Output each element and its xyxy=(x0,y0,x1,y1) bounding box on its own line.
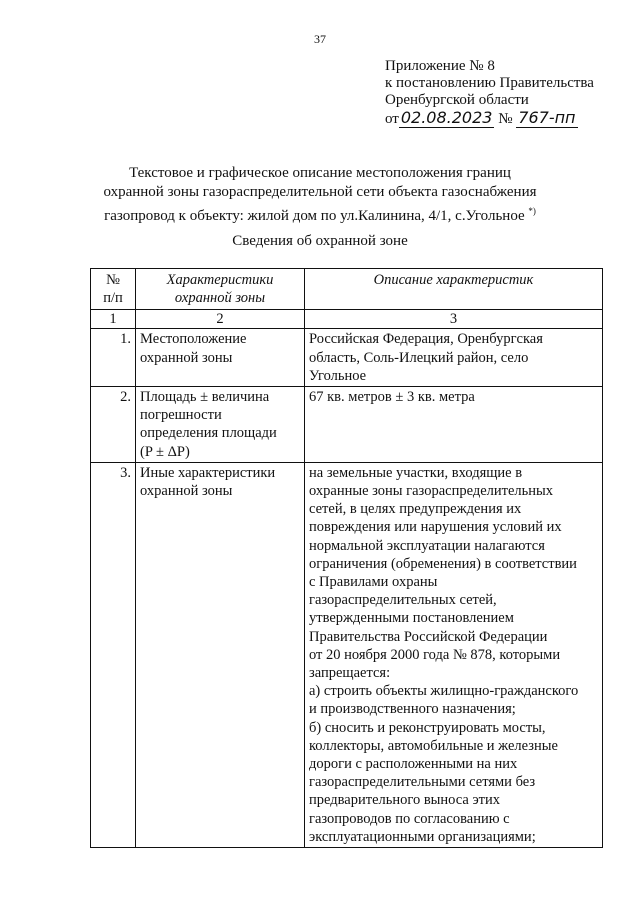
appendix-reference: к постановлению Правительства xyxy=(385,75,594,91)
description-line: область, Соль-Илецкий район, село xyxy=(309,349,529,366)
zone-info-table xyxy=(90,268,603,848)
appendix-date-line xyxy=(385,109,594,128)
description-line: от 20 ноября 2000 года № 878, которыми xyxy=(309,646,561,663)
column-number: 3 xyxy=(305,310,603,329)
header-description: Описание характеристик xyxy=(305,269,603,310)
description-line: эксплуатационными организациями; xyxy=(309,828,536,845)
characteristic-name-line: охранной зоны xyxy=(140,483,233,500)
description-line: запрещается: xyxy=(309,665,391,682)
characteristic-name-line: Местоположение xyxy=(140,331,247,348)
number-sign: № xyxy=(498,111,513,127)
description-line: утвержденными постановлением xyxy=(309,610,514,627)
description-line: б) сносить и реконструировать мосты, xyxy=(309,719,546,736)
table-body xyxy=(91,329,603,848)
characteristic-name-line: (P ± ΔP) xyxy=(140,443,190,460)
description-line: с Правилами охраны xyxy=(309,574,438,591)
description-line: сетей, в целях предупреждения их xyxy=(309,501,522,518)
description-line: газораспределительных сетей, xyxy=(309,592,497,609)
appendix-header xyxy=(385,58,594,128)
characteristic-name-line: охранной зоны xyxy=(140,349,233,366)
column-number-row xyxy=(91,310,603,329)
title-line-3 xyxy=(60,202,580,226)
table-row xyxy=(91,387,603,463)
header-number-line-2: п/п xyxy=(103,290,123,307)
characteristic-name-line: определения площади xyxy=(140,425,277,442)
column-number: 2 xyxy=(136,310,305,329)
description-line: дороги с расположенными на них xyxy=(309,756,518,773)
header-number xyxy=(91,269,136,310)
description-line: Правительства Российской Федерации xyxy=(309,628,548,645)
title-line-3-text: газопровод к объекту: жилой дом по ул.Калинина, 4/1, с.Угольное xyxy=(104,208,525,224)
characteristic-description xyxy=(305,462,603,847)
description-line: на земельные участки, входящие в xyxy=(309,464,523,481)
characteristic-name xyxy=(136,387,305,463)
description-line: ограничения (обременения) в соответствии xyxy=(309,555,577,572)
header-characteristics xyxy=(136,269,305,310)
header-characteristics-line-2: охранной зоны xyxy=(174,290,266,307)
header-number-line-1: № xyxy=(106,272,120,288)
characteristic-name-line: погрешности xyxy=(140,407,222,424)
title-line-2: охранной зоны газораспределительной сети объекта газоснабжения xyxy=(103,184,537,200)
row-number: 2. xyxy=(91,387,136,463)
characteristic-name xyxy=(136,329,305,387)
row-number: 3. xyxy=(91,462,136,847)
characteristic-name xyxy=(136,462,305,847)
description-line: Российская Федерация, Оренбургская xyxy=(309,331,543,348)
row-number: 1. xyxy=(91,329,136,387)
description-line: предварительного выноса этих xyxy=(309,792,501,809)
characteristic-name-line: Площадь ± величина xyxy=(140,389,270,406)
description-line: и производственного назначения; xyxy=(309,701,516,718)
description-line: повреждения или нарушения условий их xyxy=(309,519,562,536)
description-line: охранные зоны газораспределительных xyxy=(309,483,554,500)
description-line: 67 кв. метров ± 3 кв. метра xyxy=(309,389,475,406)
footnote-mark: *) xyxy=(528,206,536,216)
handwritten-date: 02.08.2023 xyxy=(400,108,493,127)
characteristic-name-line: Иные характеристики xyxy=(140,464,276,481)
section-subtitle: Сведения об охранной зоне xyxy=(232,233,408,249)
appendix-region: Оренбургской области xyxy=(385,92,529,108)
description-line: газопроводов по согласованию с xyxy=(309,810,510,827)
characteristic-description xyxy=(305,329,603,387)
description-line: нормальной эксплуатации налагаются xyxy=(309,537,545,554)
characteristic-description xyxy=(305,387,603,463)
description-line: Угольное xyxy=(309,367,367,384)
date-prefix: от xyxy=(385,111,399,127)
page-number: 37 xyxy=(314,32,326,46)
document-title xyxy=(60,164,580,226)
description-line: газораспределительными сетями без xyxy=(309,774,536,791)
appendix-title: Приложение № 8 xyxy=(385,58,495,74)
description-line: коллекторы, автомобильные и железные xyxy=(309,737,558,754)
header-characteristics-line-1: Характеристики xyxy=(166,272,274,288)
column-number: 1 xyxy=(91,310,136,329)
table-header-row xyxy=(91,269,603,310)
table-row xyxy=(91,329,603,387)
description-line: а) строить объекты жилищно-гражданского xyxy=(309,683,579,700)
table-row xyxy=(91,462,603,847)
title-line-1: Текстовое и графическое описание местоположения границ xyxy=(129,165,511,181)
handwritten-number: 767-пп xyxy=(518,108,576,127)
